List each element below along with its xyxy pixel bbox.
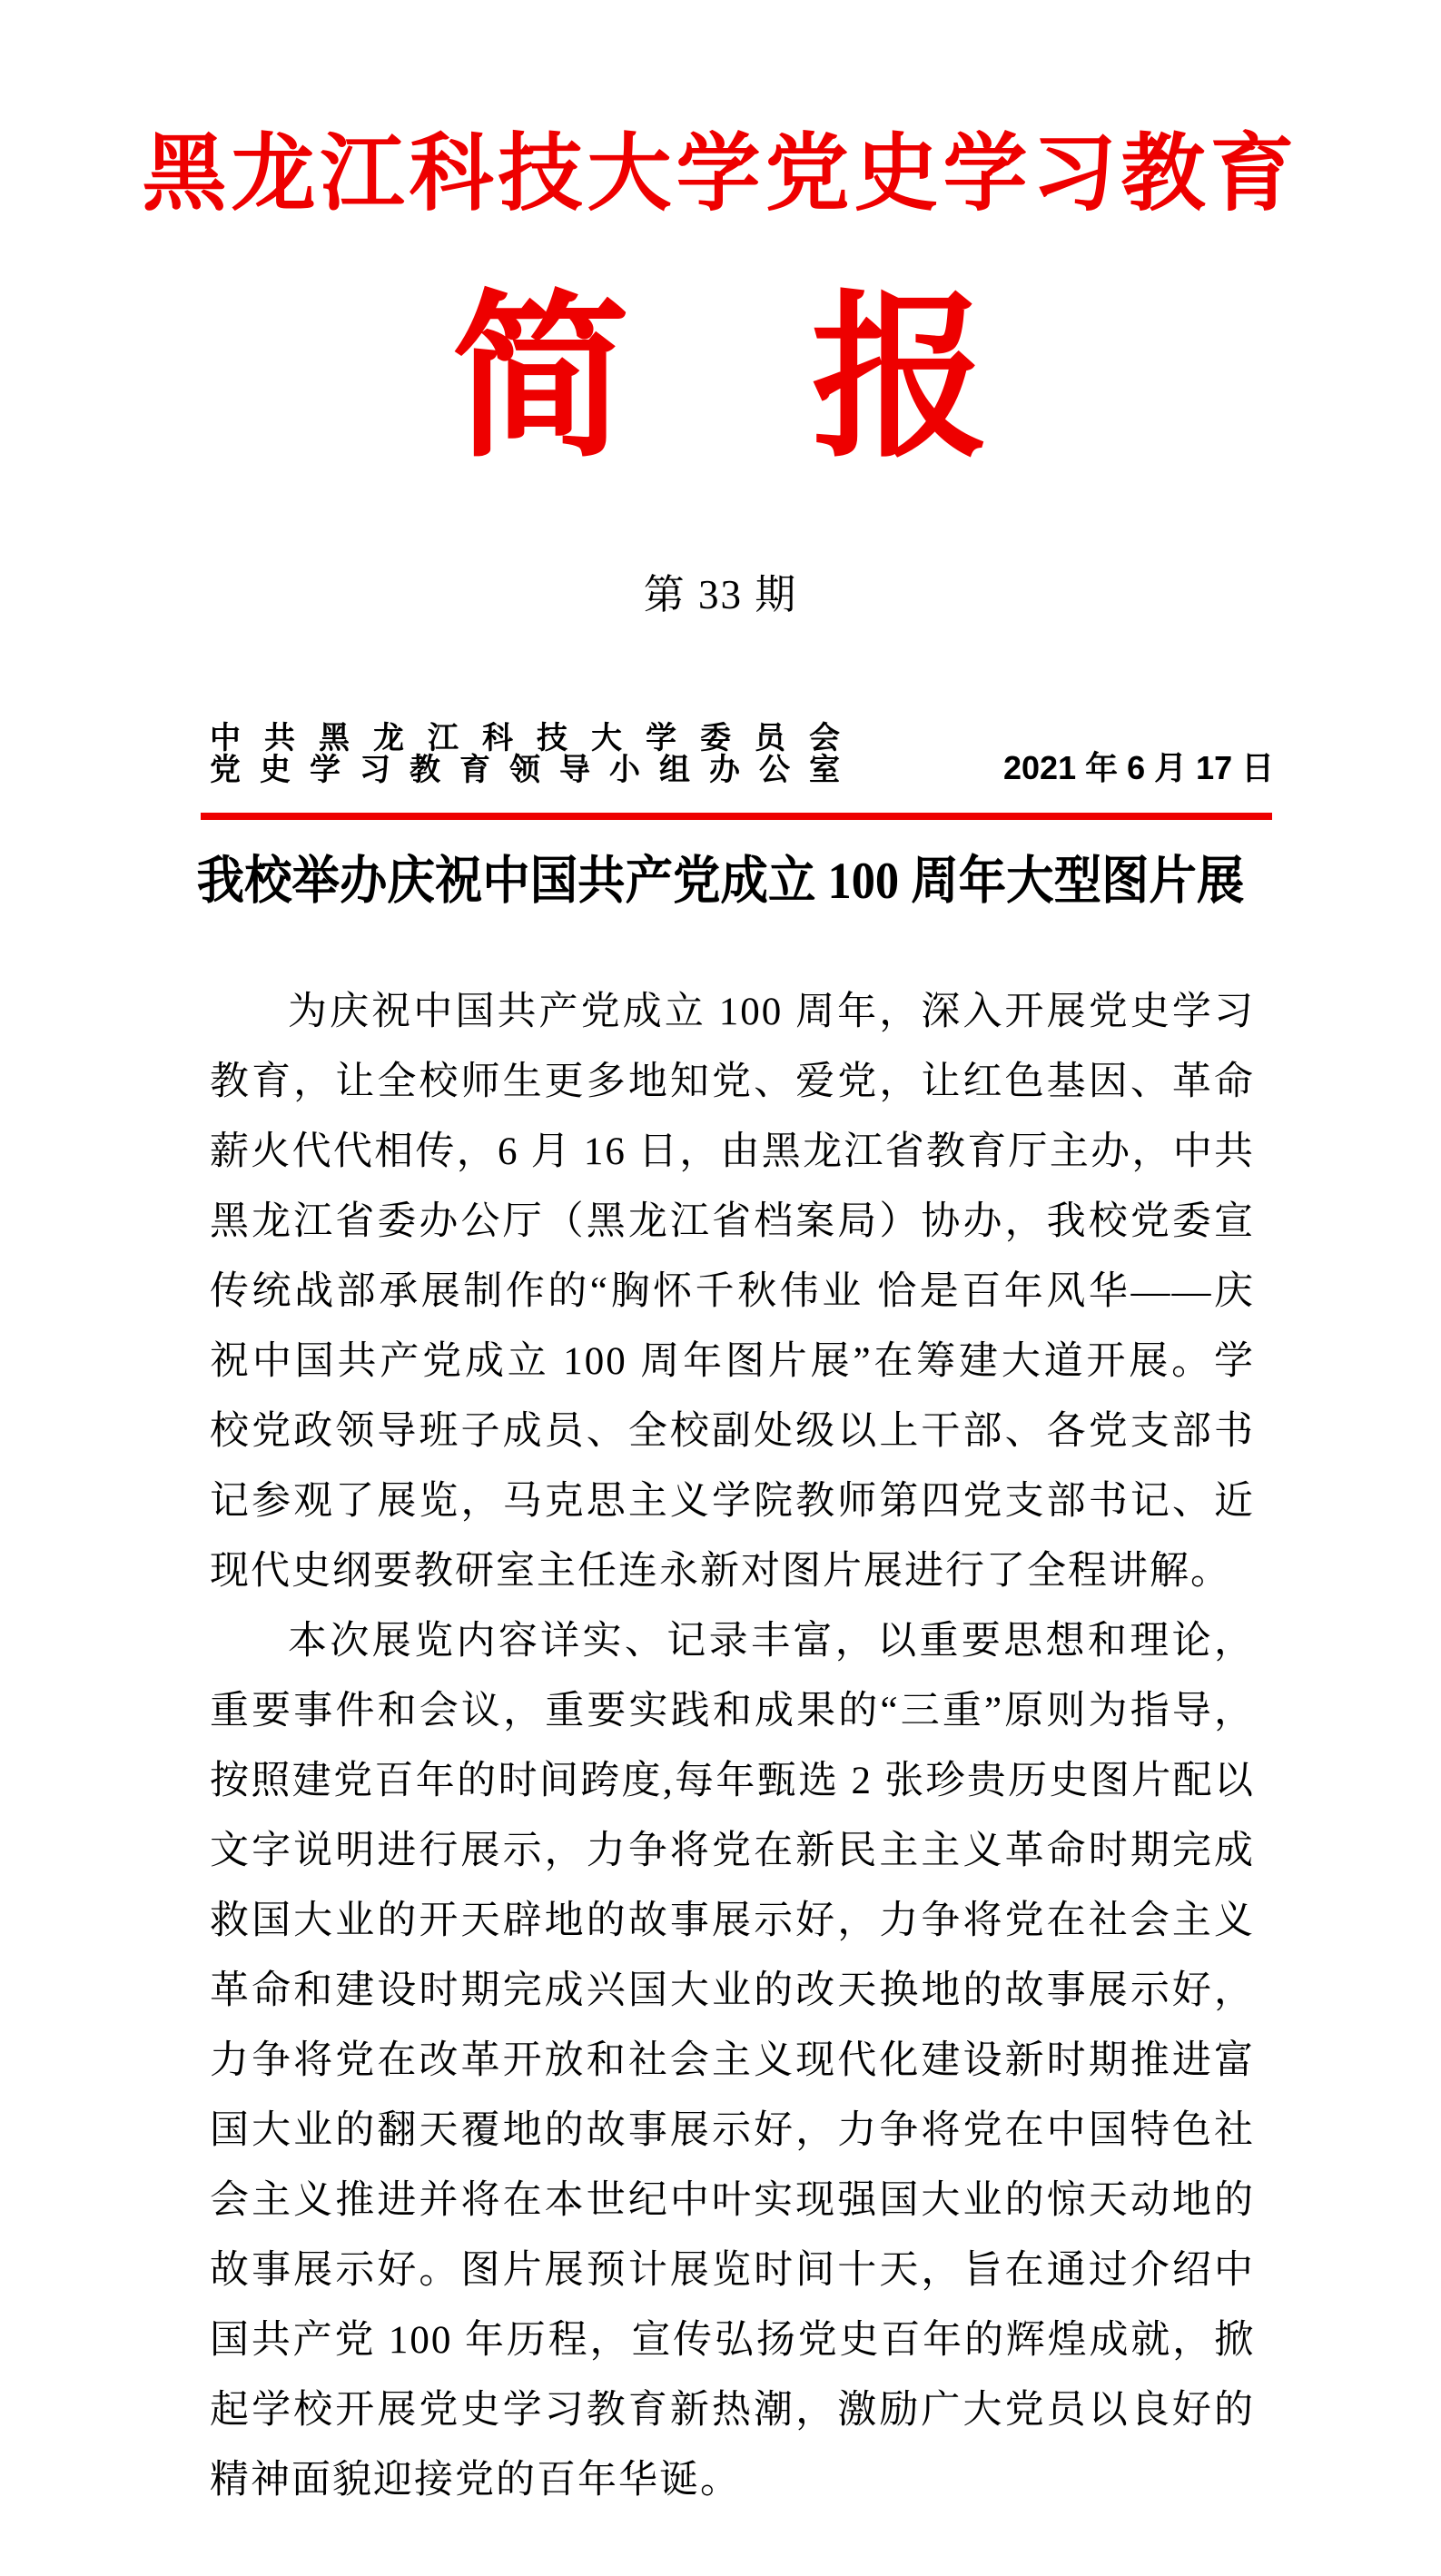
issuer-block: [210, 723, 864, 786]
org-title: 黑龙江科技大学党史学习教育: [142, 128, 1299, 222]
issuer-line-2: 党史学习教育领导小组办公室: [210, 753, 859, 787]
bulletin-char-1: 简: [451, 281, 630, 479]
bulletin-char-2: 报: [811, 281, 990, 479]
issue-date: 2021 年 6 月 17 日: [1003, 749, 1275, 786]
article-paragraph-1: 为庆祝中国共产党成立 100 周年，深入开展党史学习教育，让全校师生更多地知党、爱党，让红色基因、革命薪火代代相传，6 月 16 日，由黑龙江省教育厅主办，中共黑龙江省委办公厅（黑龙江省档案局）协办，我校党委宣传统战部承展制作的“胸怀千秋伟业 恰是百年风华——庆祝中国共产党成立 100 周年图片展”在筹建大道开展。学校党政领导班子成员、全校副处级以上干部、各党支部书记参观了展览，马克思主义学院教师第四党支部书记、近现代史纲要教研室主任连永新对图片展进行了全程讲解。: [210, 991, 1255, 1593]
article-paragraph-2: 本次展览内容详实、记录丰富，以重要思想和理论，重要事件和会议，重要实践和成果的“三重”原则为指导，按照建党百年的时间跨度,每年甄选 2 张珍贵历史图片配以文字说明进行展示，力争将党在新民主主义革命时期完成救国大业的开天辟地的故事展示好，力争将党在社会主义革命和建设时期完成兴国大业的改天换地的故事展示好，力争将党在改革开放和社会主义现代化建设新时期推进富国大业的翻天覆地的故事展示好，力争将党在中国特色社会主义推进并将在本世纪中叶实现强国大业的惊天动地的故事展示好。图片展预计展览时间十天，旨在通过介绍中国共产党 100 年历程，宣传弘扬党史百年的辉煌成就，掀起学校开展党史学习教育新热潮，激励广大党员以良好的精神面貌迎接党的百年华诞。: [210, 1620, 1255, 2502]
divider-rule: [201, 813, 1272, 820]
article-headline: 我校举办庆祝中国共产党成立 100 周年大型图片展: [196, 853, 1245, 910]
article-body: [210, 977, 1255, 2515]
issuer-line-1: 中共黑龙江科技大学委员会: [210, 721, 864, 755]
bulletin-title: [0, 281, 1441, 479]
issue-number: 第 33 期: [643, 572, 798, 617]
